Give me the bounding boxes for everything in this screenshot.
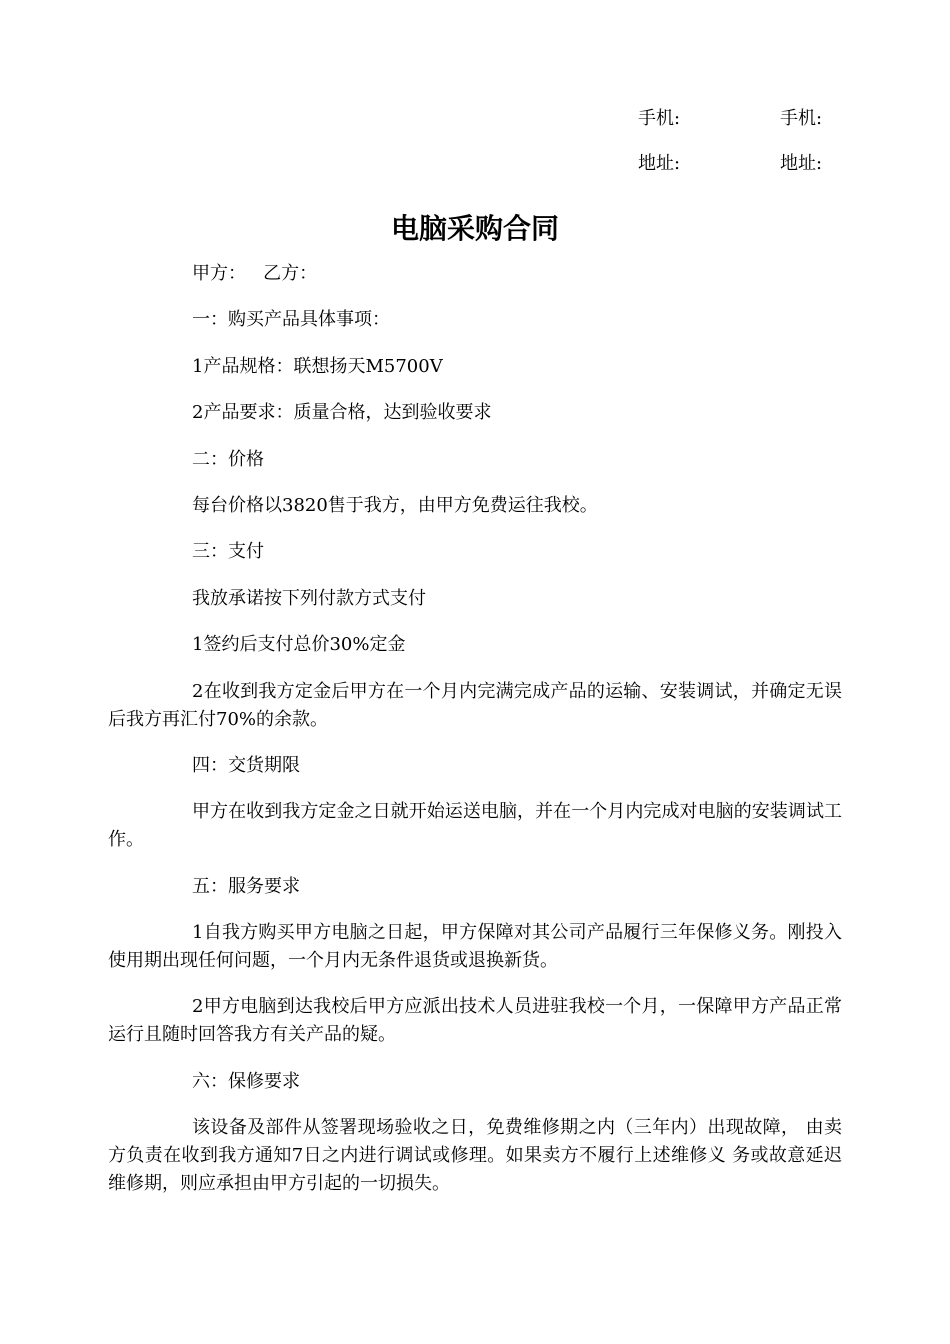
section-5-heading: 五：服务要求	[192, 875, 300, 897]
section-3-heading: 三：支付	[192, 541, 264, 563]
document-title: 电脑采购合同	[390, 211, 559, 245]
section-4-heading: 四：交货期限	[192, 754, 300, 776]
section-3-item-2: 2在收到我方定金后甲方在一个月内完满完成产品的运输、安装调试，并确定无误后我方再汇付70%的余款。	[108, 680, 842, 730]
section-5-item-2: 2甲方电脑到达我校后甲方应派出技术人员进驻我校一个月，一保障甲方产品正常运行且随时回答我方有关产品的疑。	[108, 996, 842, 1046]
section-1-item-1: 1产品规格：联想扬天M5700V	[192, 355, 443, 377]
section-1-heading: 一：购买产品具体事项：	[192, 309, 390, 331]
section-4-text: 甲方在收到我方定金之日就开始运送电脑，并在一个月内完成对电脑的安装调试工作。	[108, 801, 842, 851]
section-2-heading: 二：价格	[192, 448, 264, 470]
header-address-label-b: 地址:	[780, 153, 823, 174]
header-phone-label-b: 手机:	[780, 108, 823, 129]
section-1-item-2: 2产品要求：质量合格，达到验收要求	[192, 402, 492, 424]
section-6-heading: 六：保修要求	[192, 1070, 300, 1092]
parties-line: 甲方： 乙方：	[192, 263, 318, 284]
section-2-text: 每台价格以3820售于我方，由甲方免费运往我校。	[192, 494, 598, 516]
contract-body	[108, 260, 842, 1217]
header-phone-label-a: 手机:	[638, 108, 681, 129]
header-address-label-a: 地址:	[638, 153, 681, 174]
section-6-text: 该设备及部件从签署现场验收之日，免费维修期之内（三年内）出现故障， 由卖方负责在收到我方通知7日之内进行调试或修理。如果卖方不履行上述维修义 务或故意延迟维修期，则应承担由甲方引起的一切损失。	[108, 1117, 842, 1195]
section-3-item-1: 1签约后支付总价30%定金	[192, 634, 406, 656]
section-3-intro: 我放承诺按下列付款方式支付	[192, 587, 426, 609]
section-5-item-1: 1自我方购买甲方电脑之日起，甲方保障对其公司产品履行三年保修义务。刚投入使用期出现任何问题，一个月内无条件退货或退换新货。	[108, 922, 842, 972]
